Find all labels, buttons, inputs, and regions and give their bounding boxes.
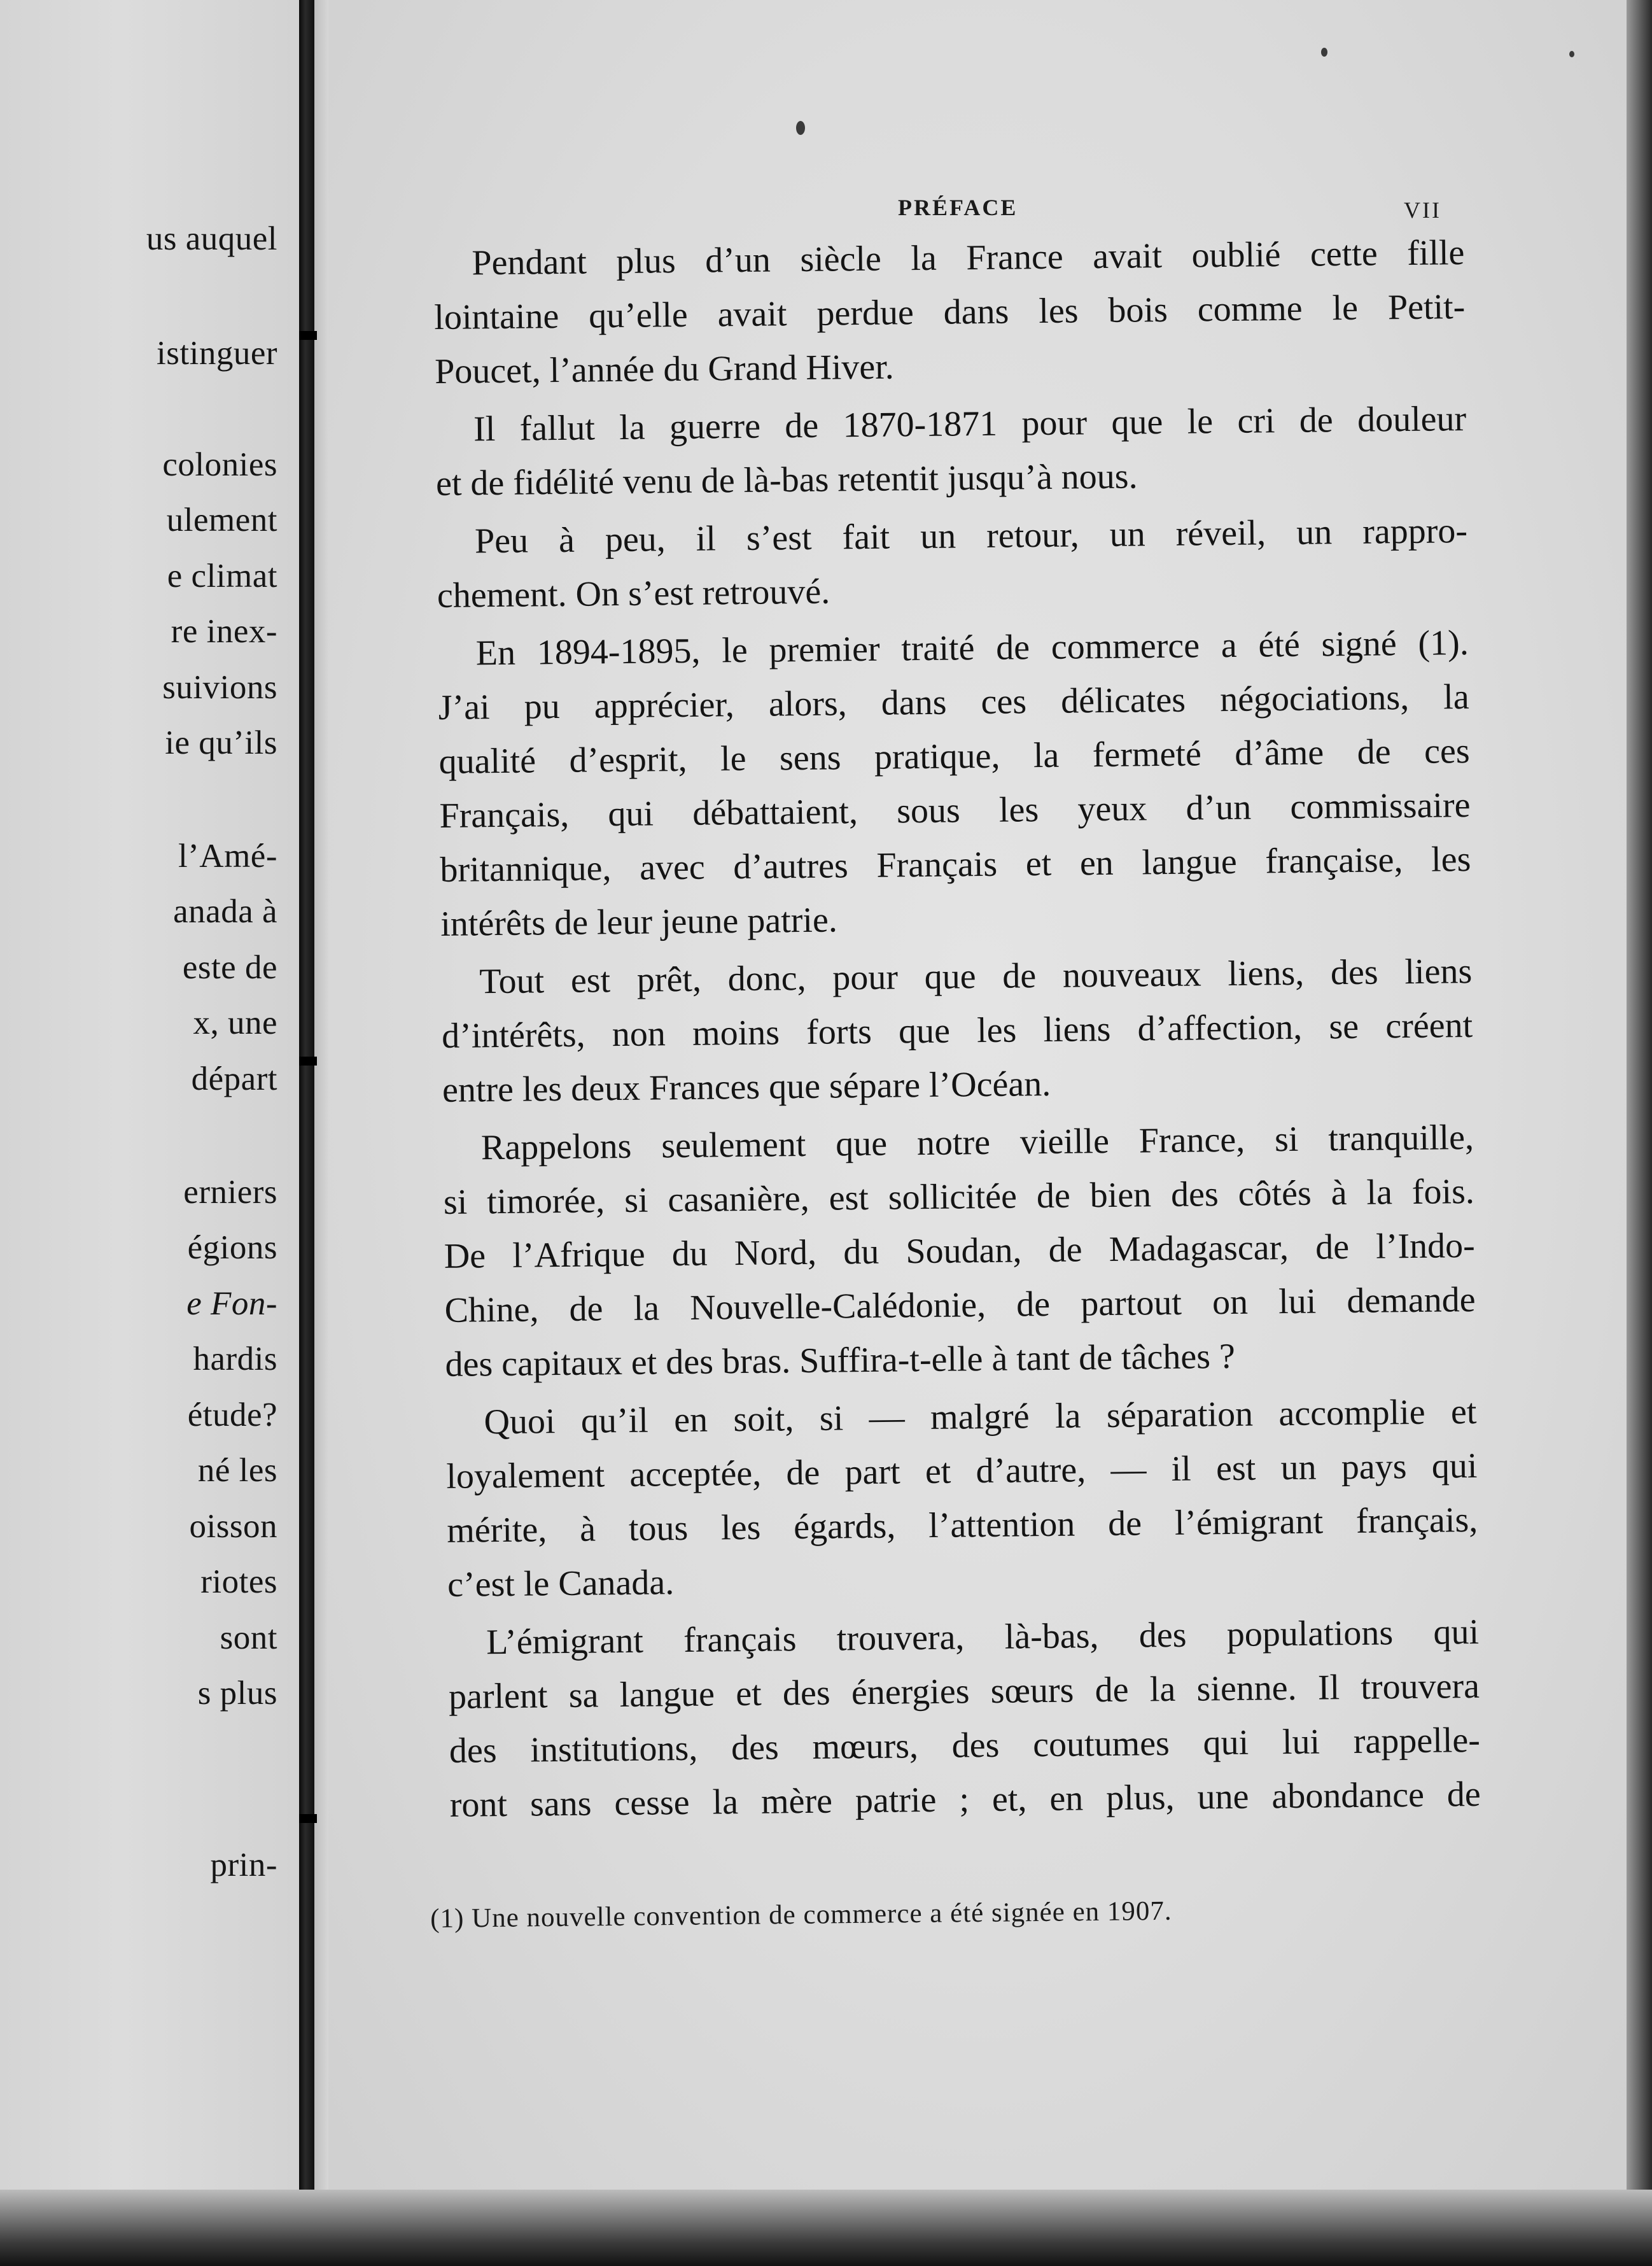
book-gutter: [299, 0, 314, 2190]
left-page-line: s plus: [197, 1675, 277, 1712]
left-page-line: erniers: [183, 1174, 277, 1211]
text-line: des capitaux et des bras. Suffira-t-elle à tant de tâches ?: [445, 1336, 1236, 1384]
text-line: d’intérêts, non moins forts que les liens d’affection, se créent: [441, 1005, 1473, 1056]
binding-stitch: [299, 331, 317, 340]
text-line: intérêts de leur jeune patrie.: [440, 900, 838, 944]
text-line: Quoi qu’il en soit, si — malgré la séparation accomplie et: [484, 1391, 1477, 1442]
text-line: c’est le Canada.: [447, 1563, 675, 1605]
left-page-line: sont: [220, 1619, 277, 1656]
left-page-line: l’Amé-: [178, 838, 277, 875]
scan-speck: [1321, 48, 1327, 57]
text-line: Tout est prêt, donc, pour que de nouveaux liens, des liens: [479, 951, 1473, 1002]
left-page-line: né les: [197, 1452, 277, 1489]
body-text: [433, 226, 1481, 1833]
text-line: ront sans cesse la mère patrie ; et, en plus, une abondance de: [449, 1774, 1481, 1825]
left-page-line: oisson: [189, 1508, 277, 1545]
right-page: [328, 0, 1627, 2225]
left-page-line: e climat: [167, 558, 277, 595]
left-page-line: us auquel: [146, 220, 277, 257]
left-page-line: départ: [191, 1060, 277, 1097]
text-line: lointaine qu’elle avait perdue dans les bois comme le Petit-: [434, 287, 1466, 337]
text-line: Chine, de la Nouvelle-Calédonie, de partout on lui demande: [444, 1279, 1476, 1330]
left-page-line: riotes: [200, 1563, 277, 1600]
gutter-shadow: [314, 0, 328, 2190]
left-page-line: hardis: [193, 1341, 277, 1377]
left-page-line: étude?: [187, 1397, 277, 1433]
left-page-line: istinguer: [157, 335, 277, 372]
text-line: Pendant plus d’un siècle la France avait oublié cette fille: [472, 233, 1465, 283]
page-number: VII: [1404, 197, 1441, 223]
binding-stitch: [299, 1057, 317, 1066]
left-page-line: égions: [187, 1229, 277, 1266]
scan-speck: [796, 121, 805, 135]
left-page-line: colonies: [162, 446, 277, 483]
text-line: britannique, avec d’autres Français et en langue française, les: [440, 839, 1471, 890]
text-line: et de fidélité venu de là-bas retentit jusqu’à nous.: [435, 456, 1138, 503]
text-line: parlent sa langue et des énergies sœurs de la sienne. Il trouvera: [448, 1666, 1480, 1717]
left-page-line: e Fon-: [186, 1285, 277, 1322]
left-page-line: x, une: [193, 1004, 277, 1041]
binding-stitch: [299, 1814, 317, 1823]
text-line: mérite, à tous les égards, l’attention de l’émigrant français,: [446, 1500, 1478, 1551]
text-line: En 1894-1895, le premier traité de commerce a été signé (1).: [475, 623, 1469, 673]
text-line: J’ai pu apprécier, alors, dans ces délicates négociations, la: [438, 677, 1469, 728]
text-line: chement. On s’est retrouvé.: [437, 572, 830, 616]
text-line: Français, qui débattaient, sous les yeux d’un commissaire: [439, 785, 1471, 836]
text-line: Rappelons seulement que notre vieille France, si tranquille,: [480, 1117, 1474, 1168]
page-edge-bottom: [0, 2190, 1652, 2266]
left-page-line: ie qu’ils: [165, 724, 277, 761]
text-line: De l’Afrique du Nord, du Soudan, de Madagascar, de l’Indo-: [444, 1225, 1476, 1276]
text-line: L’émigrant français trouvera, là-bas, des populations qui: [486, 1612, 1480, 1663]
footnote: (1) Une nouvelle convention de commerce a été signée en 1907.: [430, 1896, 1172, 1934]
left-page-line: anada à: [173, 893, 277, 930]
running-head: PRÉFACE: [898, 195, 1018, 220]
page-edge-right: [1627, 0, 1652, 2266]
scan-speck: [1569, 51, 1574, 57]
text-line: entre les deux Frances que sépare l’Océan.: [442, 1064, 1051, 1110]
text-line: Il fallut la guerre de 1870-1871 pour que le cri de douleur: [473, 399, 1467, 449]
left-page-line: ulement: [166, 502, 277, 538]
left-page-line: prin-: [210, 1847, 277, 1883]
text-line: des institutions, des mœurs, des coutumes qui lui rappelle-: [449, 1720, 1481, 1771]
left-page-line: este de: [182, 949, 277, 986]
text-line: Poucet, l’année du Grand Hiver.: [434, 347, 895, 391]
left-page-line: suivions: [162, 669, 277, 706]
text-line: qualité d’esprit, le sens pratique, la fermeté d’âme de ces: [438, 731, 1470, 782]
left-page-line: re inex-: [171, 613, 277, 650]
text-line: si timorée, si casanière, est sollicitée de bien des côtés à la fois.: [443, 1171, 1475, 1222]
left-page-fragment: [0, 0, 299, 2190]
text-line: Peu à peu, il s’est fait un retour, un réveil, un rappro-: [474, 511, 1468, 561]
text-line: loyalement acceptée, de part et d’autre, — il est un pays qui: [446, 1446, 1478, 1496]
